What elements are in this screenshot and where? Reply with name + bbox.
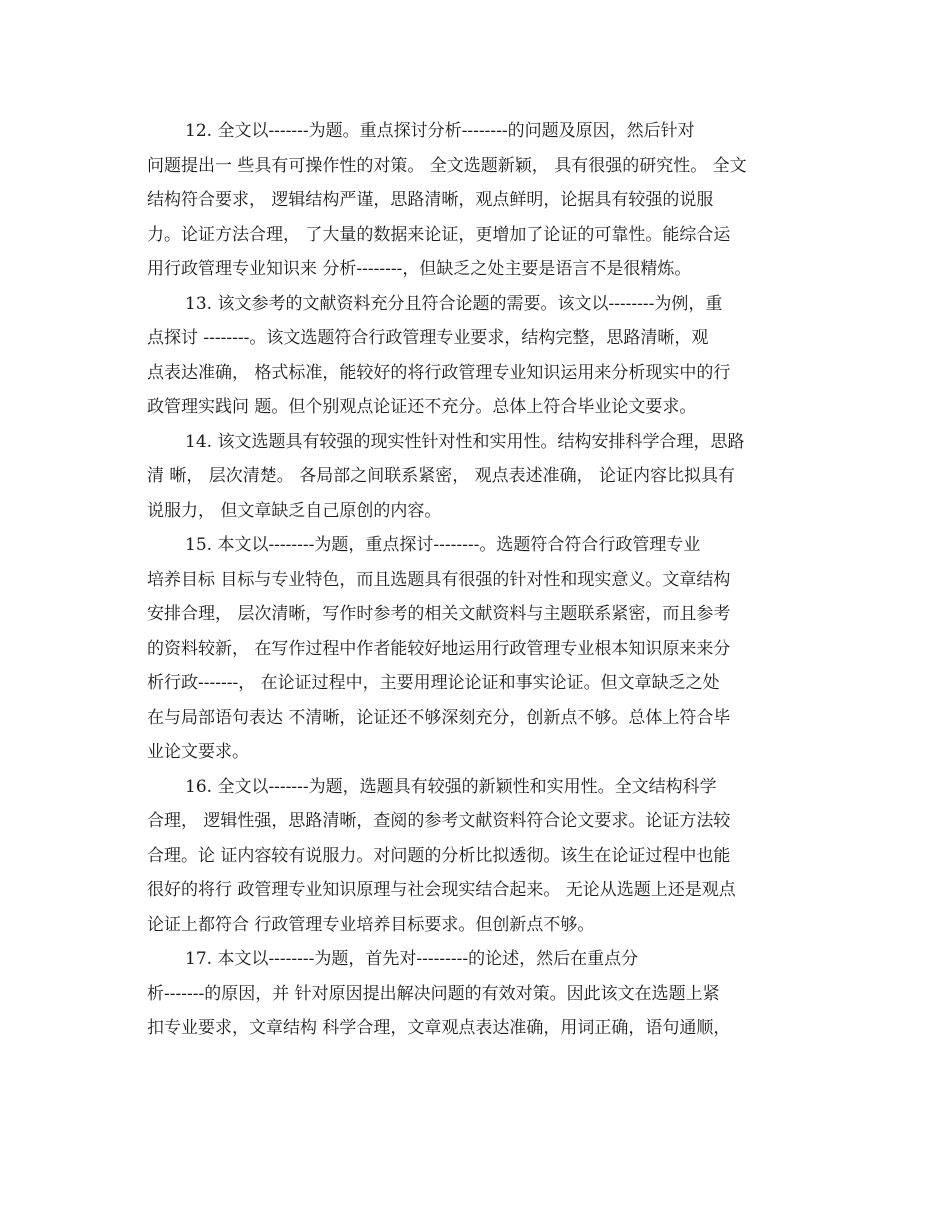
paragraph-14 [147,425,807,529]
text-line: 17. 本文以--------为题，首先对---------的论述，然后在重点分 [185,949,639,969]
text-line: 16. 全文以-------为题，选题具有较强的新颖性和实用性。全文结构科学 [185,776,717,797]
text-line: 14. 该文选题具有较强的现实性针对性和实用性。结构安排科学合理，思路 [185,431,745,452]
text-line: 结构符合要求， 逻辑结构严谨，思路清晰，观点鲜明，论据具有较强的说服 [147,190,714,210]
text-line: 很好的将行 政管理专业知识原理与社会现实结合起来。 无论从选题上还是观点 [147,880,736,900]
paragraph-17 [147,942,807,1046]
text-line: 用行政管理专业知识来 分析--------，但缺乏之处主要是语言不是很精炼。 [147,259,692,279]
document-body [147,114,807,1046]
text-line: 合理。论 证内容较有说服力。对问题的分析比拟透彻。该生在论证过程中也能 [147,845,731,866]
text-line: 13. 该文参考的文献资料充分且符合论题的需要。该文以--------为例，重 [185,293,723,314]
text-line: 点探讨 --------。该文选题符合行政管理专业要求，结构完整，思路清晰，观 [147,328,709,348]
text-line: 政管理实践问 题。但个别观点论证还不充分。总体上符合毕业论文要求。 [147,397,697,417]
text-line: 点表达准确， 格式标准，能较好的将行政管理专业知识运用来分析现实中的行 [147,362,731,383]
text-line: 扣专业要求，文章结构 科学合理，文章观点表达准确，用词正确，语句通顺， [147,1018,731,1038]
paragraph-12 [147,114,807,287]
paragraph-15 [147,528,807,770]
text-line: 15. 本文以--------为题，重点探讨--------。选题符合符合行政管理专业 [185,535,701,555]
text-line: 的资料较新， 在写作过程中作者能较好地运用行政管理专业根本知识原来来分 [147,638,731,659]
text-line: 析行政-------， 在论证过程中，主要用理论论证和事实论证。但文章缺乏之处 [147,673,720,693]
paragraph-13 [147,287,807,425]
text-line: 清 晰， 层次清楚。 各局部之间联系紧密， 观点表述准确， 论证内容比拟具有 [147,466,736,486]
text-line: 问题提出一 些具有可操作性的对策。 全文选题新颖， 具有很强的研究性。 全文 [147,155,747,176]
text-line: 业论文要求。 [147,742,249,762]
text-line: 安排合理， 层次清晰，写作时参考的相关文献资料与主题联系紧密，而且参考 [147,604,731,624]
text-line: 12. 全文以-------为题。重点探讨分析--------的问题及原因，然后针对 [185,121,695,141]
text-line: 说服力， 但文章缺乏自己原创的内容。 [147,500,442,521]
text-line: 合理， 逻辑性强，思路清晰，查阅的参考文献资料符合论文要求。论证方法较 [147,811,731,831]
text-line: 培养目标 目标与专业特色，而且选题具有很强的针对性和现实意义。文章结构 [147,569,731,590]
paragraph-16 [147,770,807,943]
text-line: 在与局部语句表达 不清晰，论证还不够深刻充分，创新点不够。总体上符合毕 [147,707,731,728]
text-line: 力。论证方法合理， 了大量的数据来论证，更增加了论证的可靠性。能综合运 [147,224,731,245]
text-line: 论证上都符合 行政管理专业培养目标要求。但创新点不够。 [147,914,595,935]
text-line: 析-------的原因，并 针对原因提出解决问题的有效对策。因此该文在选题上紧 [147,983,720,1004]
